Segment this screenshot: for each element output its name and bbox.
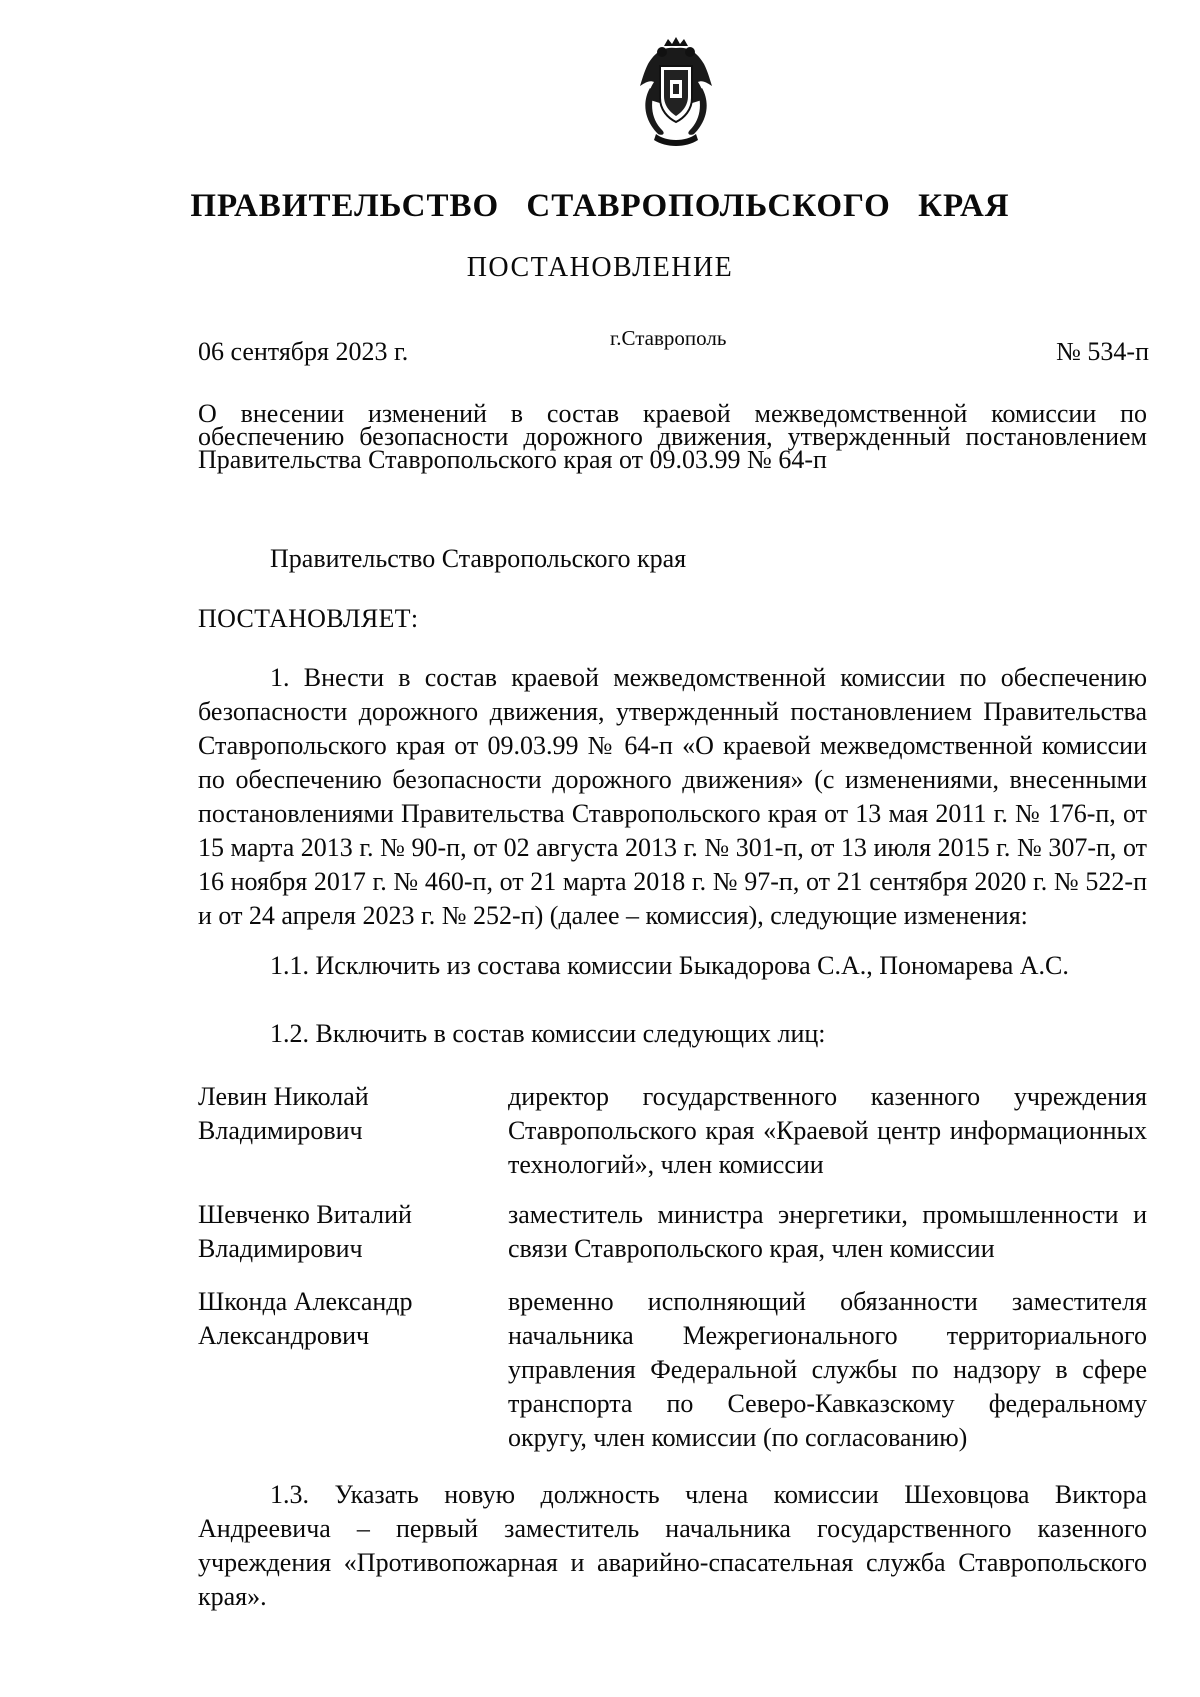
item-1: 1. Внести в состав краевой межведомственной комиссии по обеспечению безопасности дорожного движения, утвержденный постановлением Правительства Ставропольского края от 09.03.99 № 64-п «О краевой межведомственной комиссии по обеспечению безопасности дорожного движения» (с изменениями, внесенными постановлениями Правительства Ставропольского края от 13 мая 2011 г. № 176-п, от 15 марта 2013 г. № 90-п, от 02 августа 2013 г. № 301-п, от 13 июля 2015 г. № 307-п, от 16 ноября 2017 г. № 460-п, от 21 марта 2018 г. № 97-п, от 21 сентября 2020 г. № 522-п и от 24 апреля 2023 г. № 252-п) (далее – комиссия), следующие изменения: [198, 663, 1147, 930]
item-1-1: 1.1. Исключить из состава комиссии Быкадорова С.А., Пономарева А.С. [270, 951, 1069, 980]
government-title: ПРАВИТЕЛЬСТВО СТАВРОПОЛЬСКОГО КРАЯ [190, 188, 1010, 224]
coat-of-arms-icon [632, 36, 720, 148]
document-subject: О внесении изменений в состав краевой межведомственной комиссии по обеспечению безопасности дорожного движения, утвержденный постановлением Правительства Ставропольского края от 09.03.99 № 64-п [198, 399, 1147, 474]
document-number: № 534-п [1056, 337, 1149, 366]
document-type: ПОСТАНОВЛЕНИЕ [466, 252, 734, 283]
member-name: Левин Николай Владимирович [198, 1082, 369, 1145]
item-1-3: 1.3. Указать новую должность члена комиссии Шеховцова Виктора Андреевича – первый заместитель начальника государственного казенного учреждения «Противопожарная и аварийно-спасательная служба Ставропольского края». [198, 1480, 1147, 1611]
member-role: директор государственного казенного учреждения Ставропольского края «Краевой центр информационных технологий», член комиссии [508, 1082, 1147, 1179]
member-role: временно исполняющий обязанности заместителя начальника Межрегионального территориального управления Федеральной службы по надзору в сфере транспорта по Северо-Кавказскому федеральному округу, член комиссии (по согласованию) [508, 1287, 1147, 1452]
item-1-2: 1.2. Включить в состав комиссии следующих лиц: [270, 1019, 826, 1048]
preamble-resolves: ПОСТАНОВЛЯЕТ: [198, 604, 419, 633]
document-city: г.Ставрополь [610, 326, 727, 350]
preamble-government: Правительство Ставропольского края [270, 544, 687, 573]
member-role: заместитель министра энергетики, промышленности и связи Ставропольского края, член комиссии [508, 1200, 1147, 1263]
document-date: 06 сентября 2023 г. [198, 337, 409, 366]
member-name: Шевченко Виталий Владимирович [198, 1200, 412, 1263]
member-name: Шконда Александр Александрович [198, 1287, 413, 1350]
